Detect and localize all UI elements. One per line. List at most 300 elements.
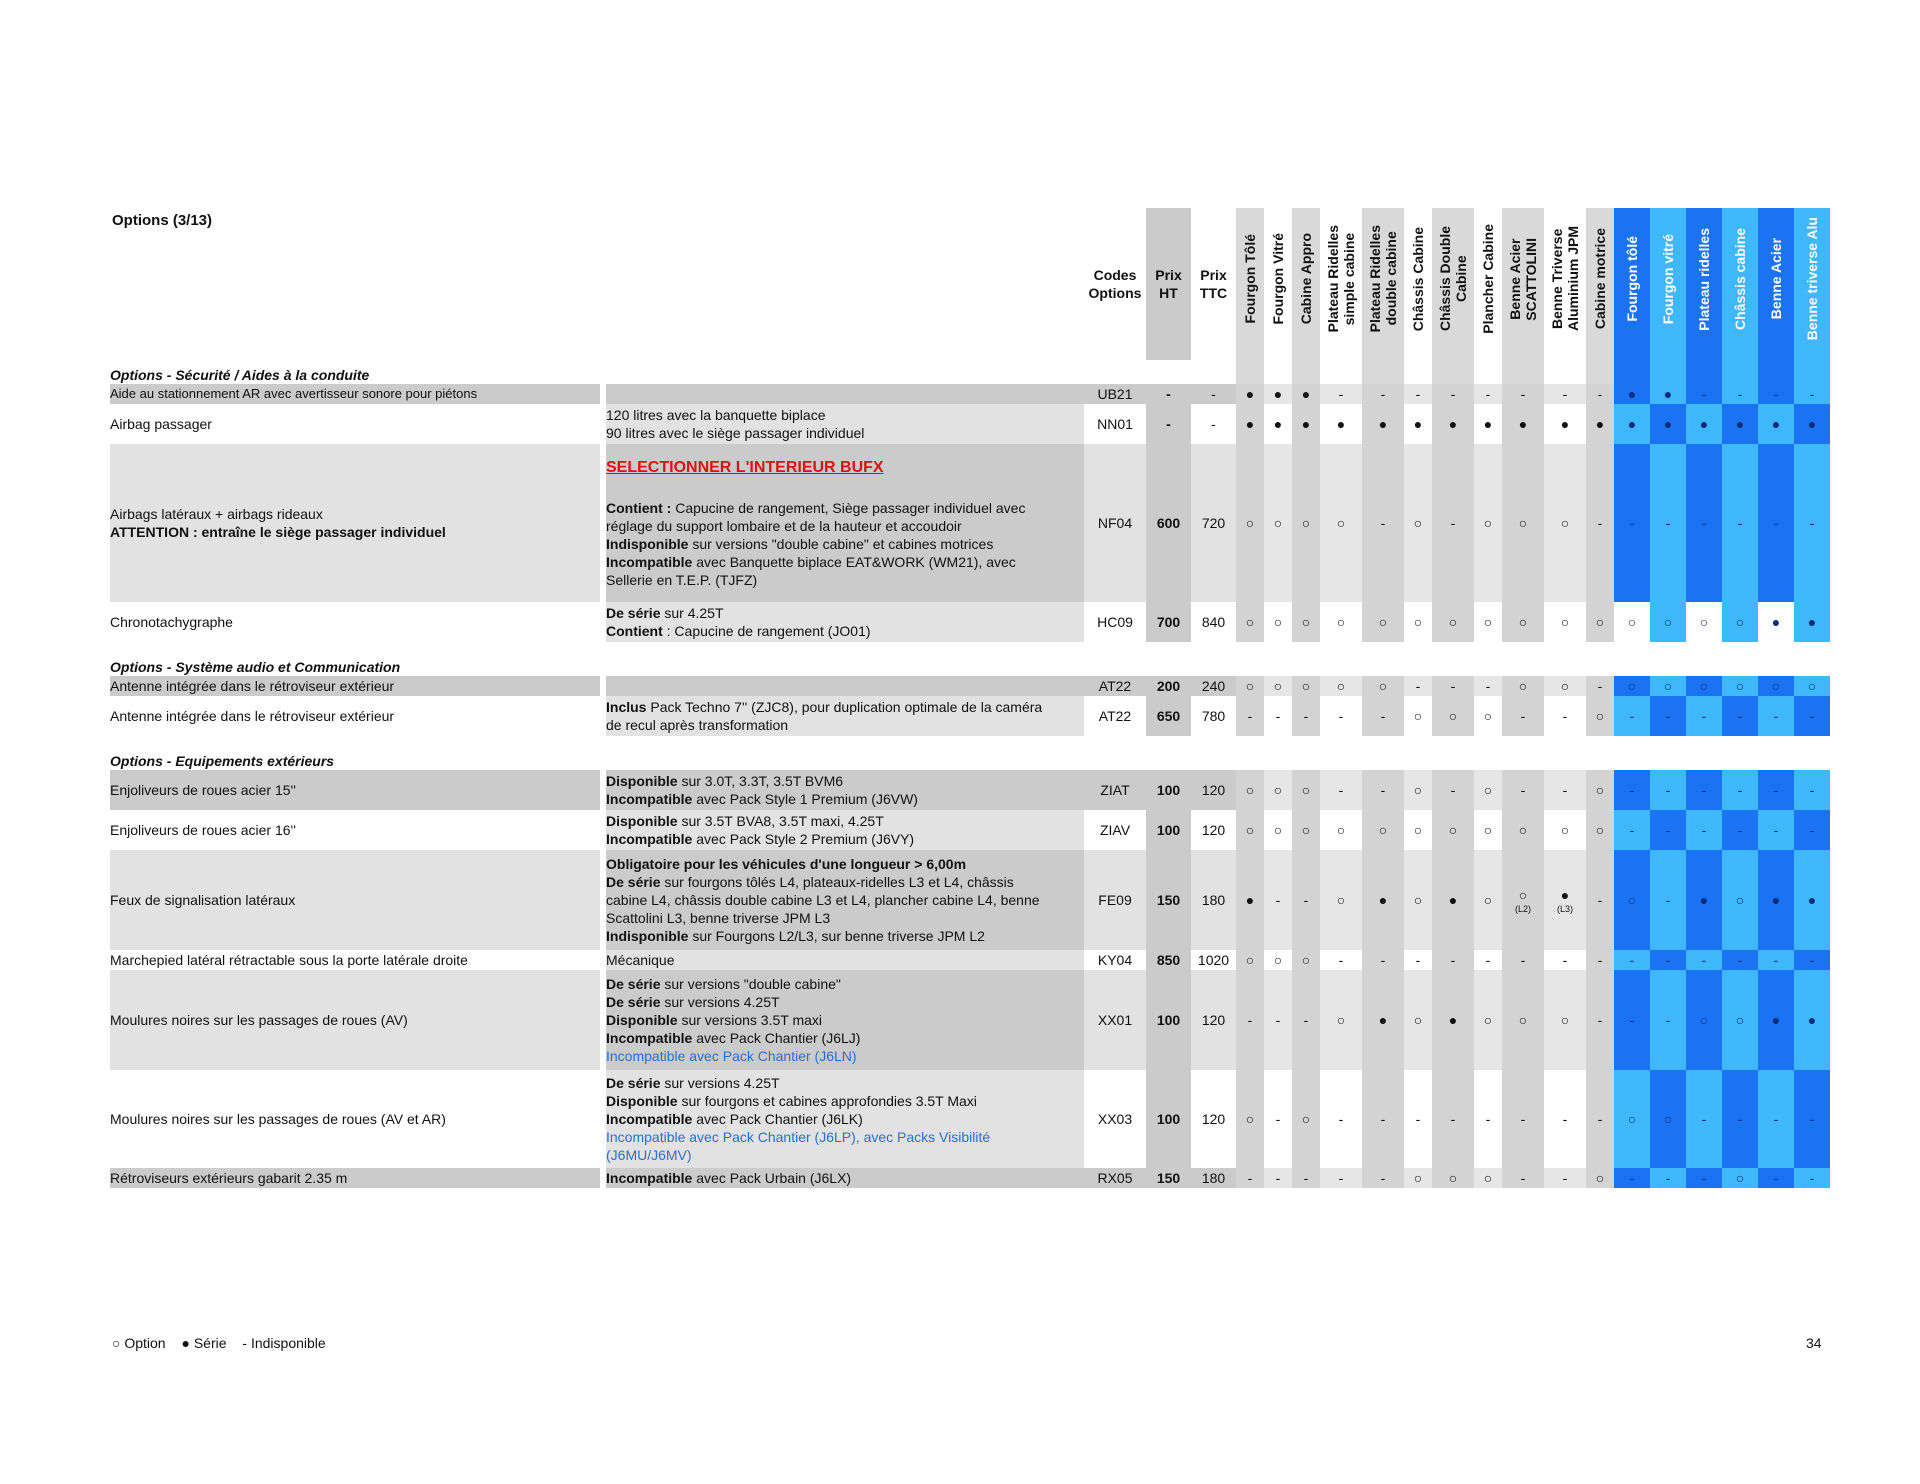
- availability-symbol: -: [1450, 678, 1456, 694]
- availability-cell: [1404, 950, 1432, 970]
- spacer-cell: [1794, 360, 1830, 384]
- availability-symbol: -: [1665, 515, 1671, 531]
- availability-symbol: -: [1450, 386, 1456, 402]
- availability-symbol: ○: [1413, 708, 1423, 724]
- description-text: sur versions 3.5T maxi: [677, 1012, 823, 1028]
- availability-symbol: -: [1773, 708, 1779, 724]
- availability-cell: [1264, 444, 1292, 602]
- availability-symbol: ●: [1273, 386, 1283, 402]
- availability-symbol: ●: [1595, 416, 1605, 432]
- description-line: [606, 1169, 1084, 1187]
- availability-cell: [1544, 444, 1586, 602]
- availability-symbol: ○: [1735, 1170, 1745, 1186]
- description-keyword: Disponible: [606, 773, 678, 789]
- description-text: avec Pack Style 2 Premium (J6VY): [692, 831, 915, 847]
- availability-symbol: ○: [1413, 782, 1423, 798]
- option-code: ZIAT: [1084, 770, 1146, 810]
- spacer-cell: [1502, 744, 1544, 770]
- availability-symbol: ○: [1378, 614, 1388, 630]
- availability-cell: [1236, 676, 1264, 696]
- availability-cell: [1292, 404, 1320, 444]
- options-table: [110, 208, 1830, 1188]
- availability-symbol: ○: [1448, 708, 1458, 724]
- spacer-cell: [1474, 360, 1502, 384]
- availability-cell: [1264, 696, 1292, 736]
- spacer-cell: [1236, 650, 1264, 676]
- section-gap: [110, 736, 1830, 744]
- description-line: [606, 424, 1084, 442]
- availability-symbol: ○: [1483, 614, 1493, 630]
- description-line: [606, 535, 1084, 553]
- availability-symbol: ○: [1273, 614, 1283, 630]
- price-ht: 200: [1146, 676, 1191, 696]
- availability-cell: [1404, 404, 1432, 444]
- availability-symbol: -: [1520, 1170, 1526, 1186]
- price-ht: 100: [1146, 810, 1191, 850]
- availability-cell: [1650, 676, 1686, 696]
- description-text: sur Fourgons L2/L3, sur benne triverse JPM L2: [688, 928, 985, 944]
- availability-cell: [1236, 696, 1264, 736]
- option-code: AT22: [1084, 676, 1146, 696]
- availability-cell: [1362, 602, 1404, 642]
- availability-symbol: ○: [1413, 614, 1423, 630]
- availability-cell: [1292, 970, 1320, 1070]
- header-version-line: Châssis cabine: [1732, 228, 1748, 330]
- spacer-cell: [1320, 360, 1362, 384]
- spacer-cell: [1404, 650, 1432, 676]
- availability-symbol: -: [1737, 952, 1743, 968]
- availability-cell: [1404, 770, 1432, 810]
- availability-symbol: -: [1338, 1111, 1344, 1127]
- availability-cell: [1614, 970, 1650, 1070]
- description-keyword: Inclus: [606, 699, 647, 715]
- spacer-cell: [1474, 650, 1502, 676]
- availability-symbol: ○: [1483, 1012, 1493, 1028]
- availability-cell: [1320, 950, 1362, 970]
- availability-symbol: -: [1247, 1012, 1253, 1028]
- availability-symbol: ○: [1245, 678, 1255, 694]
- availability-symbol: -: [1629, 708, 1635, 724]
- table-row: [110, 444, 1830, 602]
- availability-cell: [1794, 1168, 1830, 1188]
- description-line: [606, 772, 1084, 790]
- header-version-line: Châssis Cabine: [1410, 226, 1426, 332]
- availability-symbol: ○: [1483, 1170, 1493, 1186]
- availability-symbol: ○: [1448, 614, 1458, 630]
- description-keyword: Indisponible: [606, 928, 689, 944]
- availability-cell: [1614, 770, 1650, 810]
- header-version: [1722, 208, 1758, 360]
- availability-symbol: -: [1562, 708, 1568, 724]
- description-text: sur versions "double cabine": [660, 976, 841, 992]
- option-code: NN01: [1084, 404, 1146, 444]
- availability-symbol: -: [1701, 952, 1707, 968]
- description-text: réglage du support lombaire et de la hauteur et accoudoir: [606, 517, 962, 534]
- availability-symbol: -: [1773, 782, 1779, 798]
- availability-cell: [1236, 770, 1264, 810]
- availability-symbol: ○: [1518, 1012, 1528, 1028]
- availability-cell: [1320, 444, 1362, 602]
- availability-symbol: ○: [1413, 892, 1423, 908]
- availability-cell: [1614, 696, 1650, 736]
- option-label-line: Enjoliveurs de roues acier 16'': [110, 822, 296, 838]
- availability-symbol: ○: [1245, 515, 1255, 531]
- availability-symbol: ○: [1273, 678, 1283, 694]
- description-line: [606, 790, 1084, 808]
- description-keyword: Incompatible: [606, 553, 693, 570]
- availability-cell: [1758, 1168, 1794, 1188]
- description-keyword: Disponible: [606, 1093, 678, 1109]
- header-prix-ht-line: HT: [1159, 285, 1178, 301]
- description-keyword: Contient: [606, 623, 663, 639]
- availability-symbol: -: [1701, 782, 1707, 798]
- availability-symbol: ○: [1560, 614, 1570, 630]
- availability-cell: [1432, 970, 1474, 1070]
- price-ttc: 240: [1191, 676, 1236, 696]
- spacer-cell: [1362, 650, 1404, 676]
- price-ttc: 780: [1191, 696, 1236, 736]
- option-label-line: Moulures noires sur les passages de roues (AV et AR): [110, 1111, 446, 1127]
- availability-symbol: -: [1485, 678, 1491, 694]
- description-keyword: De série: [606, 994, 661, 1010]
- availability-cell: [1502, 696, 1544, 736]
- option-description: [606, 970, 1084, 1070]
- availability-symbol: ○: [1413, 515, 1423, 531]
- header-version: [1264, 208, 1292, 360]
- option-description: [606, 1168, 1084, 1188]
- option-code: RX05: [1084, 1168, 1146, 1188]
- header-prix-ttc-line: TTC: [1199, 285, 1228, 301]
- availability-symbol: -: [1338, 386, 1344, 402]
- section-gap: [110, 642, 1830, 650]
- page-number: 34: [1806, 1335, 1822, 1351]
- option-code: KY04: [1084, 950, 1146, 970]
- availability-symbol: ○: [1448, 1170, 1458, 1186]
- availability-symbol: -: [1275, 1111, 1281, 1127]
- availability-symbol: -: [1380, 515, 1386, 531]
- availability-symbol: -: [1380, 782, 1386, 798]
- availability-cell: [1404, 444, 1432, 602]
- option-label-line: Feux de signalisation latéraux: [110, 892, 296, 908]
- option-code: XX01: [1084, 970, 1146, 1070]
- availability-symbol: ○: [1336, 614, 1346, 630]
- availability-symbol: ●: [1771, 892, 1781, 908]
- option-label-line: Chronotachygraphe: [110, 614, 233, 630]
- option-label: [110, 950, 606, 970]
- option-label-line: Rétroviseurs extérieurs gabarit 2.35 m: [110, 1170, 348, 1186]
- availability-cell: [1586, 404, 1614, 444]
- availability-symbol: ○: [1245, 614, 1255, 630]
- header-version: [1474, 208, 1502, 360]
- availability-symbol: ○: [1273, 782, 1283, 798]
- header-version-line: Plateau Ridelles: [1367, 225, 1383, 333]
- availability-symbol: ●: [1273, 416, 1283, 432]
- availability-cell: [1544, 1168, 1586, 1188]
- section-title: Options - Système audio et Communication: [110, 659, 401, 675]
- availability-symbol: -: [1597, 515, 1603, 531]
- availability-cell: [1758, 444, 1794, 602]
- availability-cell: [1650, 950, 1686, 970]
- availability-symbol: -: [1629, 1012, 1635, 1028]
- description-line: [606, 855, 1084, 873]
- description-text: Sellerie en T.E.P. (TJFZ): [606, 571, 758, 588]
- spacer-cell: [1292, 744, 1320, 770]
- availability-cell: [1686, 696, 1722, 736]
- availability-symbol: ○: [1595, 1170, 1605, 1186]
- availability-cell: [1722, 602, 1758, 642]
- availability-cell: [1320, 970, 1362, 1070]
- price-ht: 100: [1146, 970, 1191, 1070]
- availability-symbol: -: [1809, 1170, 1815, 1186]
- availability-cell: [1650, 1070, 1686, 1168]
- availability-cell: [1794, 770, 1830, 810]
- availability-cell: [1292, 444, 1320, 602]
- spacer-cell: [1722, 744, 1758, 770]
- description-keyword: Disponible: [606, 813, 678, 829]
- header-codes-line: Options: [1088, 285, 1142, 301]
- availability-symbol: -: [1629, 1170, 1635, 1186]
- availability-symbol: -: [1701, 708, 1707, 724]
- availability-cell: [1722, 384, 1758, 404]
- header-version-line: Châssis Double: [1437, 226, 1453, 332]
- availability-cell: [1794, 602, 1830, 642]
- availability-symbol: -: [1701, 515, 1707, 531]
- availability-cell: [1404, 1070, 1432, 1168]
- availability-cell: [1794, 404, 1830, 444]
- option-label-line: Antenne intégrée dans le rétroviseur extérieur: [110, 708, 395, 724]
- availability-symbol: -: [1485, 952, 1491, 968]
- option-label-line: Enjoliveurs de roues acier 15'': [110, 782, 296, 798]
- option-description: [606, 770, 1084, 810]
- description-line: [606, 499, 1084, 517]
- spacer-cell: [1722, 650, 1758, 676]
- legend: [112, 1335, 338, 1351]
- availability-symbol: ○: [1245, 1111, 1255, 1127]
- spacer-cell: [1264, 360, 1292, 384]
- spacer-cell: [1614, 744, 1650, 770]
- availability-cell: [1544, 696, 1586, 736]
- description-line: [606, 622, 1084, 640]
- option-label: [110, 384, 606, 404]
- availability-cell: [1404, 696, 1432, 736]
- availability-symbol: -: [1773, 1111, 1779, 1127]
- availability-cell: [1432, 950, 1474, 970]
- availability-cell: [1320, 696, 1362, 736]
- table-row: [110, 850, 1830, 950]
- spacer-cell: [1404, 360, 1432, 384]
- availability-symbol: -: [1629, 822, 1635, 838]
- option-description: [606, 950, 1084, 970]
- availability-cell: [1362, 810, 1404, 850]
- availability-cell: [1614, 850, 1650, 950]
- description-text: sur versions 4.25T: [660, 1075, 780, 1091]
- option-description: [606, 1070, 1084, 1168]
- description-keyword: Indisponible: [606, 535, 689, 552]
- header-version-line: Benne Acier: [1507, 238, 1523, 320]
- availability-symbol: -: [1450, 1111, 1456, 1127]
- availability-cell: [1474, 770, 1502, 810]
- availability-cell: [1544, 770, 1586, 810]
- header-prix-ht: [1146, 208, 1191, 360]
- spacer-cell: [1362, 360, 1404, 384]
- availability-symbol: ●: [1560, 887, 1570, 903]
- availability-symbol: -: [1597, 386, 1603, 402]
- availability-symbol: ○: [1301, 952, 1311, 968]
- availability-cell: [1544, 950, 1586, 970]
- availability-cell: [1432, 1070, 1474, 1168]
- availability-symbol: -: [1303, 1170, 1309, 1186]
- availability-cell: [1362, 444, 1404, 602]
- availability-cell: [1614, 384, 1650, 404]
- option-code: AT22: [1084, 696, 1146, 736]
- availability-cell: [1502, 810, 1544, 850]
- availability-cell: [1650, 810, 1686, 850]
- availability-symbol: ●: [1771, 1012, 1781, 1028]
- availability-cell: [1614, 950, 1650, 970]
- option-label-line: Antenne intégrée dans le rétroviseur extérieur: [110, 678, 395, 694]
- availability-symbol: ○: [1735, 1012, 1745, 1028]
- table-row: [110, 602, 1830, 642]
- spacer-cell: [1794, 744, 1830, 770]
- header-version-line: simple cabine: [1341, 232, 1357, 326]
- availability-cell: [1614, 602, 1650, 642]
- spacer-cell: [1614, 650, 1650, 676]
- availability-cell: [1474, 1070, 1502, 1168]
- warning-link: SELECTIONNER L'INTERIEUR BUFX: [606, 458, 884, 476]
- availability-cell: [1686, 810, 1722, 850]
- description-text: avec Pack Style 1 Premium (J6VW): [692, 791, 918, 807]
- header-version: [1758, 208, 1794, 360]
- availability-cell: [1722, 444, 1758, 602]
- availability-cell: [1614, 444, 1650, 602]
- availability-symbol: ○: [1483, 782, 1493, 798]
- option-label: [110, 1168, 606, 1188]
- header-version-line: Benne Triverse: [1549, 228, 1565, 330]
- availability-symbol: ●: [1735, 416, 1745, 432]
- availability-cell: [1264, 384, 1292, 404]
- availability-symbol: ●: [1627, 386, 1637, 402]
- option-code: NF04: [1084, 444, 1146, 602]
- availability-symbol: -: [1562, 1170, 1568, 1186]
- availability-symbol: ○: [1413, 1012, 1423, 1028]
- header-prix-ttc-line: Prix: [1200, 267, 1227, 283]
- availability-symbol: ○: [1699, 1012, 1709, 1028]
- availability-symbol: -: [1520, 386, 1526, 402]
- availability-symbol: ●: [1807, 892, 1817, 908]
- header-version: [1404, 208, 1432, 360]
- availability-cell: [1236, 810, 1264, 850]
- header-version: [1362, 208, 1404, 360]
- availability-cell: [1794, 970, 1830, 1070]
- description-line: [606, 481, 1084, 499]
- availability-cell: [1474, 950, 1502, 970]
- availability-cell: [1758, 810, 1794, 850]
- description-line: [606, 1110, 1084, 1128]
- description-line: [606, 1146, 1084, 1164]
- availability-symbol: ●: [1245, 416, 1255, 432]
- header-version-line: Plancher Cabine: [1480, 224, 1496, 334]
- availability-cell: [1650, 696, 1686, 736]
- availability-cell: [1650, 404, 1686, 444]
- availability-cell: [1264, 770, 1292, 810]
- option-label: [110, 404, 606, 444]
- price-ttc: 120: [1191, 810, 1236, 850]
- table-row: [110, 404, 1830, 444]
- availability-cell: [1794, 1070, 1830, 1168]
- availability-cell: [1236, 602, 1264, 642]
- header-version-label: [1732, 228, 1748, 330]
- description-line: [606, 830, 1084, 848]
- availability-cell: [1432, 444, 1474, 602]
- availability-symbol: ○: [1336, 1012, 1346, 1028]
- section-title: Options - Equipements extérieurs: [110, 753, 335, 769]
- header-version-label: [1480, 224, 1496, 334]
- availability-symbol: ○: [1518, 678, 1528, 694]
- availability-cell: [1586, 850, 1614, 950]
- availability-cell: [1264, 676, 1292, 696]
- availability-cell: [1474, 696, 1502, 736]
- header-version-line: Aluminium JPM: [1565, 226, 1581, 332]
- availability-cell: [1320, 676, 1362, 696]
- header-version: [1544, 208, 1586, 360]
- spacer-cell: [1292, 650, 1320, 676]
- availability-symbol: ●: [1301, 386, 1311, 402]
- availability-cell: [1474, 970, 1502, 1070]
- header-version-label: [1624, 236, 1640, 322]
- availability-cell: [1502, 1168, 1544, 1188]
- header-version: [1432, 208, 1474, 360]
- option-label: [110, 1070, 606, 1168]
- option-label-line: Moulures noires sur les passages de roues (AV): [110, 1012, 408, 1028]
- description-note: Incompatible avec Pack Chantier (J6LP), avec Packs Visibilité: [606, 1129, 991, 1145]
- spacer-cell: [1794, 650, 1830, 676]
- availability-cell: [1544, 970, 1586, 1070]
- availability-cell: [1544, 602, 1586, 642]
- availability-cell: [1264, 950, 1292, 970]
- description-line: [606, 406, 1084, 424]
- availability-symbol: -: [1415, 678, 1421, 694]
- availability-symbol: ○: [1771, 678, 1781, 694]
- availability-cell: [1502, 384, 1544, 404]
- availability-symbol: -: [1597, 1111, 1603, 1127]
- availability-symbol: ○: [1336, 822, 1346, 838]
- price-ttc: 120: [1191, 770, 1236, 810]
- option-description: [606, 384, 1084, 404]
- availability-symbol: ●: [1807, 614, 1817, 630]
- spacer-cell: [1264, 744, 1292, 770]
- availability-symbol: ○: [1595, 822, 1605, 838]
- description-line: [606, 1074, 1084, 1092]
- availability-cell: [1686, 1168, 1722, 1188]
- description-keyword: De série: [606, 976, 661, 992]
- availability-cell: [1686, 404, 1722, 444]
- availability-cell: [1264, 970, 1292, 1070]
- availability-cell: [1614, 676, 1650, 696]
- description-line: [606, 873, 1084, 891]
- availability-symbol: -: [1665, 708, 1671, 724]
- availability-symbol: -: [1773, 515, 1779, 531]
- header-version: [1502, 208, 1544, 360]
- description-text: 90 litres avec le siège passager individuel: [606, 425, 865, 441]
- availability-symbol: -: [1380, 386, 1386, 402]
- availability-cell: [1722, 970, 1758, 1070]
- availability-symbol: ○: [1627, 1111, 1637, 1127]
- availability-symbol: -: [1665, 1170, 1671, 1186]
- availability-symbol: ○: [1301, 782, 1311, 798]
- description-line: [606, 927, 1084, 945]
- availability-symbol: -: [1303, 892, 1309, 908]
- spacer-cell: [1474, 744, 1502, 770]
